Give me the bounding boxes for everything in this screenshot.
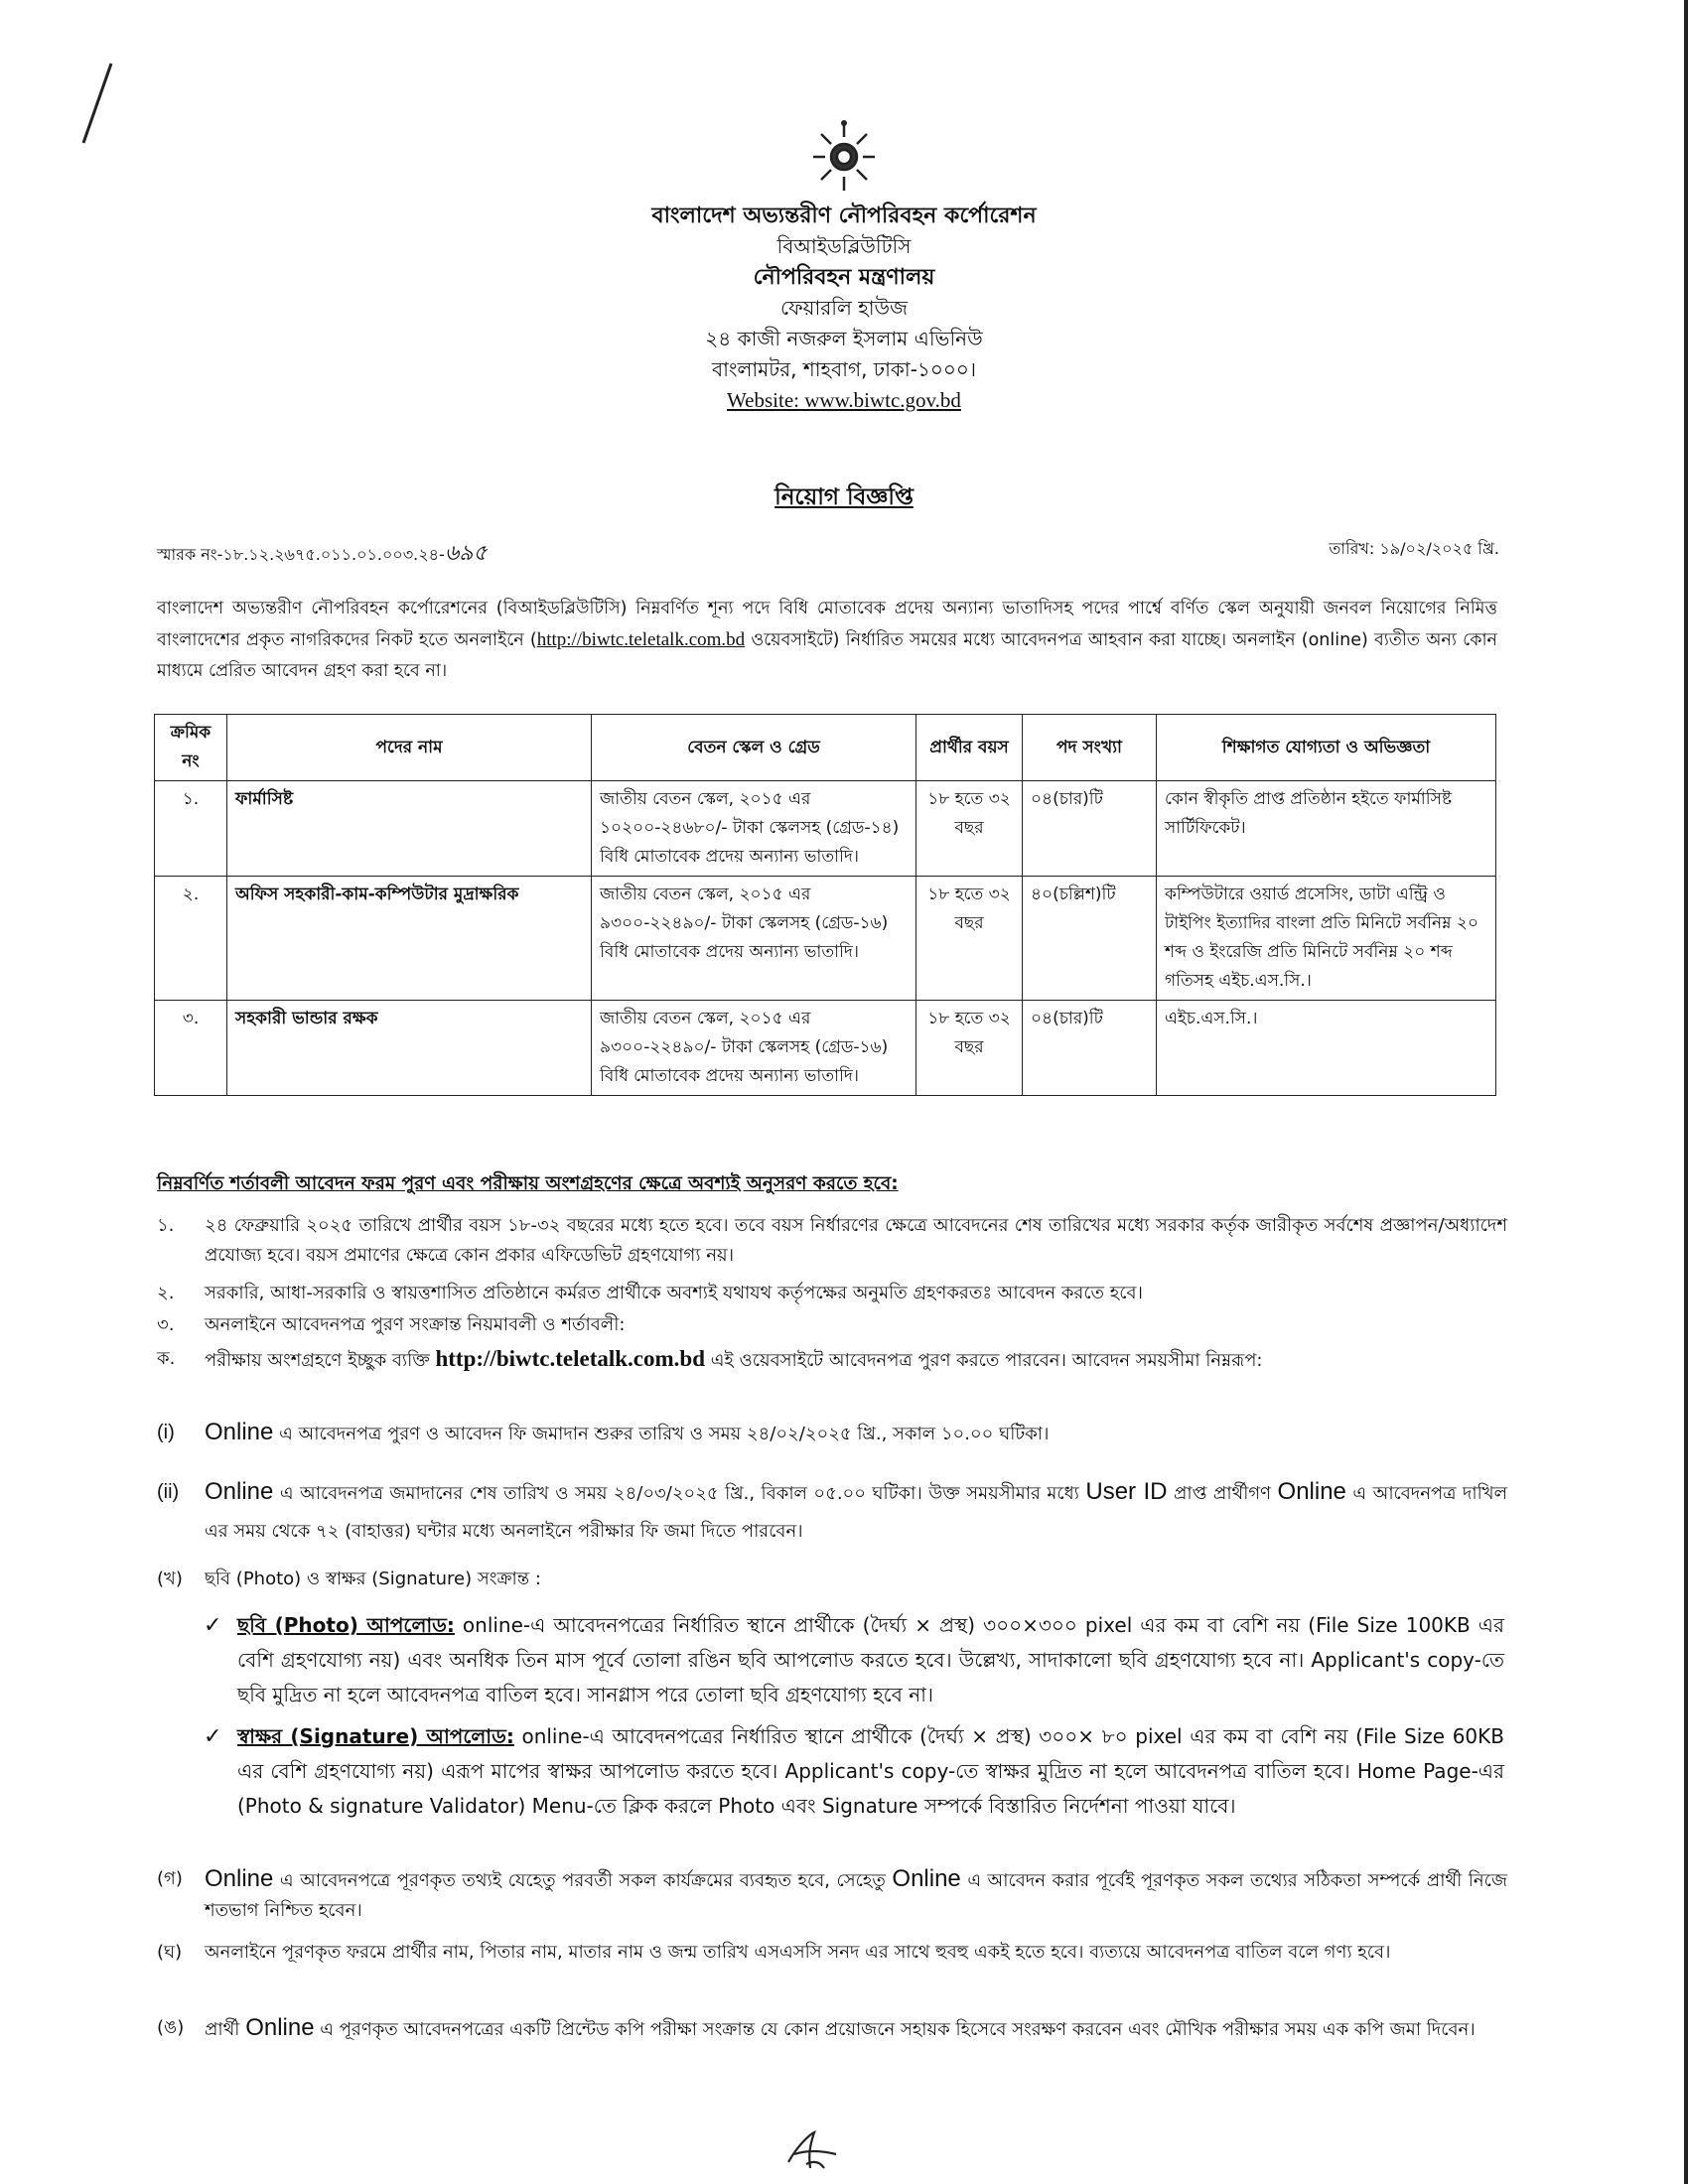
notice-date: তারিখ: ১৯/০২/২০২৫ খ্রি. (1329, 539, 1499, 558)
biwtc-logo-icon (809, 117, 879, 195)
memo-prefix: স্মারক নং-১৮.১২.২৬৭৫.০১১.০১.০০৩.২৪- (157, 545, 445, 564)
org-name: বাংলাদেশ অভ্যন্তরীণ নৌপরিবহন কর্পোরেশন (651, 204, 1037, 228)
signature-upload-lead: স্বাক্ষর (Signature) আপলোড: (237, 1724, 514, 1748)
condition-gha-marker: (ঘ) (157, 1942, 183, 1963)
condition-ga-marker: (গ) (157, 1868, 183, 1889)
cell-serial: ১. (155, 781, 227, 877)
photo-upload-body: online-এ আবেদনপত্রের নির্ধারিত স্থানে প্রার্থীকে (দৈর্ঘ্য × প্রস্থ) ৩০০×৩০০ pixel এর কম বা বেশি নয় (File Size 100KB এর বেশি গ্রহণযোগ্য নয়) এবং অনধিক তিন মাস পূর্বে তোলা রঙিন ছবি আপলোড করতে হবে। উল্লেখ্য, সাদাকালো ছবি গ্রহণযোগ্য হবে না। Applicant's copy-তে ছবি মুদ্রিত না হলে আবেদনপত্র বাতিল হবে। সানগ্লাস পরে তোলা ছবি গ্রহণযোগ্য হবে না। (237, 1613, 1504, 1706)
header-serial: ক্রমিক নং (155, 715, 227, 781)
notice-title: নিয়োগ বিজ্ঞপ্তি (774, 484, 914, 510)
online-word: Online (205, 1865, 274, 1892)
condition-ka-part-b: এই ওয়েবসাইটে আবেদনপত্র পুরণ করতে পারবেন। আবেদন সময়সীমা নিম্নরূপ: (705, 1350, 1263, 1371)
cell-age: ১৮ হতে ৩২ বছর (916, 877, 1023, 1001)
header-post-count: পদ সংখ্যা (1023, 715, 1157, 781)
condition-ii-body-1: এ আবেদনপত্র জমাদানের শেষ তারিখ ও সময় ২৪/০৩/২০২৫ খ্রি., বিকাল ০৫.০০ ঘটিকা। উক্ত সময়সীমার মধ্যে (273, 1483, 1086, 1504)
condition-uo-marker: (ঙ) (157, 2017, 185, 2038)
signature-upload-body: online-এ আবেদনপত্রের নির্ধারিত স্থানে প্রার্থীকে (দৈর্ঘ্য × প্রস্থ) ৩০০× ৮০ pixel এর কম বা বেশি নয় (File Size 60KB এর বেশি গ্রহণযোগ্য নয়) এরূপ মাপের স্বাক্ষর আপলোড করতে হবে। Applicant's copy-তে স্বাক্ষর মুদ্রিত না হলে আবেদনপত্র বাতিল হবে। Home Page-এর (Photo & signature Validator) Menu-তে ক্লিক করলে Photo এবং Signature সম্পর্কে বিস্তারিত নির্দেশনা পাওয়া যাবে। (237, 1724, 1504, 1818)
vacancy-table (154, 714, 1496, 1096)
online-word: Online (205, 1419, 274, 1445)
condition-ga-body-1: এ আবেদনপত্রে পূরণকৃত তথ্যই যেহেতু পরবর্তী সকল কার্যক্রমের ব্যবহৃত হবে, সেহেতু (273, 1870, 893, 1891)
header-qualification: শিক্ষাগত যোগ্যতা ও অভিজ্ঞতা (1157, 715, 1496, 781)
cell-post-count: ০৪(চার)টি (1023, 781, 1157, 877)
org-short-name: বিআইডব্লিউটিসি (776, 234, 912, 258)
header-post-name: পদের নাম (227, 715, 592, 781)
online-word: Online (245, 2014, 315, 2041)
condition-ii-body-2: প্রাপ্ত প্রার্থীগণ (1167, 1483, 1278, 1504)
photo-upload-lead: ছবি (Photo) আপলোড: (237, 1613, 455, 1637)
condition-uo-part-a: প্রার্থী (205, 2019, 246, 2040)
check-icon: ✓ (204, 1724, 222, 1749)
condition-ga-text (205, 1864, 1507, 1926)
intro-part-2: ওয়েবসাইটে) নির্ধারিত সময়ের মধ্যে আবেদনপত্র আহবান করা যাচ্ছে। অনলাইন (online) ব্যতীত অন্য কোন মাধ্যমে প্রেরিত আবেদন গ্রহণ করা হবে না। (157, 630, 1497, 681)
letterhead (0, 117, 1688, 416)
condition-gha-text: অনলাইনে পূরণকৃত ফরমে প্রার্থীর নাম, পিতার নাম, মাতার নাম ও জন্ম তারিখ এসএসসি সনদ এর সাথে হুবহু একই হতে হবে। ব্যত্যয়ে আবেদনপত্র বাতিল বলে গণ্য হবে। (205, 1942, 1391, 1963)
cell-age: ১৮ হতে ৩২ বছর (916, 781, 1023, 877)
user-id-word: User ID (1085, 1478, 1168, 1505)
condition-ga (157, 1864, 1507, 1926)
table-row (155, 877, 1496, 1001)
condition-ii-text (205, 1473, 1507, 1551)
cell-post-count: ০৪(চার)টি (1023, 1001, 1157, 1096)
cell-qualification: কোন স্বীকৃতি প্রাপ্ত প্রতিষ্ঠান হইতে ফার্মাসিষ্ট সার্টিফিকেট। (1157, 781, 1496, 877)
signature-upload-text (237, 1719, 1504, 1824)
online-word: Online (205, 1478, 274, 1505)
condition-ga-body-2: এ আবেদন করার পূর্বেই পূরণকৃত সকল তথ্যের সঠিকতা সম্পর্কে প্রার্থী নিজে শতভাগ নিশ্চিত হবেন। (205, 1870, 1507, 1921)
condition-ka-text (205, 1344, 1507, 1376)
cell-post-name: সহকারী ভান্ডার রক্ষক (227, 1001, 592, 1096)
cell-post-name: ফার্মাসিষ্ট (227, 781, 592, 877)
check-icon: ✓ (204, 1613, 222, 1638)
condition-i (157, 1418, 1507, 1449)
website-link[interactable]: Website: www.biwtc.gov.bd (727, 388, 961, 412)
condition-kha-marker: (খ) (157, 1569, 183, 1589)
condition-2 (157, 1279, 1507, 1308)
city-address: বাংলামটর, শাহবাগ, ঢাকা-১০০০। (711, 357, 977, 381)
condition-1-text: ২৪ ফেব্রুয়ারি ২০২৫ তারিখে প্রার্থীর বয়স ১৮-৩২ বছরের মধ্যে হতে হবে। তবে বয়স নির্ধারণের ক্ষেত্রে আবেদনের শেষ তারিখের মধ্যে সরকার কর্তৃক জারীকৃত সর্বশেষ প্রজ্ঞাপন/অধ্যাদেশ প্রযোজ্য হবে। বয়স প্রমাণের ক্ষেত্রে কোন প্রকার এফিডেভিট গ্রহণযোগ্য নয়। (205, 1215, 1507, 1266)
condition-ka (157, 1344, 1507, 1376)
condition-1-marker: ১. (157, 1215, 175, 1236)
condition-kha-text: ছবি (Photo) ও স্বাক্ষর (Signature) সংক্রান্ত : (205, 1569, 541, 1589)
online-word: Online (1277, 1478, 1346, 1505)
conditions-title: নিম্নবর্ণিত শর্তাবলী আবেদন ফরম পুরণ এবং পরীক্ষায় অংশগ্রহণের ক্ষেত্রে অবশ্যই অনুসরণ করতে হবে: (157, 1173, 899, 1194)
header-age: প্রার্থীর বয়স (916, 715, 1023, 781)
condition-ii-body-3: এ আবেদনপত্র দাখিল এর সময় থেকে ৭২ (বাহাত্তর) ঘন্টার মধ্যে অনলাইনে পরীক্ষার ফি জমা দিতে পারবেন। (205, 1483, 1507, 1542)
condition-uo-text (205, 2013, 1507, 2045)
cell-serial: ৩. (155, 1001, 227, 1096)
photo-upload-rule (204, 1608, 1504, 1712)
table-row (155, 1001, 1496, 1096)
condition-3-text: অনলাইনে আবেদনপত্র পুরণ সংক্রান্ত নিয়মাবলী ও শর্তাবলী: (205, 1314, 626, 1335)
cell-post-name: অফিস সহকারী-কাম-কম্পিউটার মুদ্রাক্ষরিক (227, 877, 592, 1001)
cell-age: ১৮ হতে ৩২ বছর (916, 1001, 1023, 1096)
condition-uo-part-b: এ পূরণকৃত আবেদনপত্রের একটি প্রিন্টেড কপি পরীক্ষা সংক্রান্ত যে কোন প্রয়োজনে সহায়ক হিসেবে সংরক্ষণ করবেন এবং মৌখিক পরীক্ষার সময় এক কপি জমা দিবেন। (314, 2019, 1476, 2040)
condition-ka-marker: ক. (157, 1348, 176, 1369)
intro-paragraph (157, 594, 1497, 687)
memo-number (157, 536, 488, 573)
cell-pay-scale: জাতীয় বেতন স্কেল, ২০১৫ এর ৯৩০০-২২৪৯০/- টাকা স্কেলসহ (গ্রেড-১৬) বিধি মোতাবেক প্রদেয় অন্যান্য ভাতাদি। (592, 1001, 916, 1096)
building-name: ফেয়ারলি হাউজ (779, 296, 909, 320)
condition-3-marker: ৩. (157, 1314, 175, 1335)
cell-qualification: এইচ.এস.সি.। (1157, 1001, 1496, 1096)
condition-kha (157, 1565, 1507, 1594)
table-row (155, 781, 1496, 877)
cell-pay-scale: জাতীয় বেতন স্কেল, ২০১৫ এর ৯৩০০-২২৪৯০/- টাকা স্কেলসহ (গ্রেড-১৬) বিধি মোতাবেক প্রদেয় অন্যান্য ভাতাদি। (592, 877, 916, 1001)
condition-gha (157, 1938, 1507, 1968)
condition-ka-part-a: পরীক্ষায় অংশগ্রহণে ইচ্ছুক ব্যক্তি (205, 1350, 436, 1371)
condition-uo (157, 2013, 1507, 2045)
signature-upload-rule (204, 1719, 1504, 1824)
condition-3 (157, 1310, 1507, 1340)
online-word: Online (892, 1865, 961, 1892)
condition-1 (157, 1211, 1507, 1271)
condition-ii (157, 1473, 1507, 1551)
condition-i-marker: (i) (157, 1422, 175, 1443)
condition-2-marker: ২. (157, 1283, 175, 1303)
signature-initial-icon (780, 2124, 840, 2174)
ministry-name: নৌপরিবহন মন্ত্রণালয় (753, 265, 935, 290)
cell-post-count: ৪০(চল্লিশ)টি (1023, 877, 1157, 1001)
teletalk-url[interactable]: http://biwtc.teletalk.com.bd (435, 1346, 705, 1371)
cell-qualification: কম্পিউটারে ওয়ার্ড প্রসেসিং, ডাটা এন্ট্রি ও টাইপিং ইত্যাদির বাংলা প্রতি মিনিটে সর্বনিম্ন ২০ শব্দ ও ইংরেজি প্রতি মিনিটে সর্বনিম্ন ২০ শব্দ গতিসহ এইচ.এস.সি.। (1157, 877, 1496, 1001)
table-header-row (155, 715, 1496, 781)
intro-part-1: বাংলাদেশ অভ্যন্তরীণ নৌপরিবহন কর্পোরেশনের (বিআইডব্লিউটিসি) নিম্নবর্ণিত শূন্য পদে বিধি মোতাবেক প্রদেয় অন্যান্য ভাতাদিসহ পদের পার্শ্বে বর্ণিত স্কেল অনুযায়ী জনবল নিয়োগের নিমিত্ত বাংলাদেশের প্রকৃত নাগরিকদের নিকট হতে অনলাইনে ( (157, 599, 1497, 650)
header-pay-scale: বেতন স্কেল ও গ্রেড (592, 715, 916, 781)
cell-serial: ২. (155, 877, 227, 1001)
memo-handwritten-number: ৬৯৫ (444, 541, 488, 566)
condition-2-text: সরকারি, আধা-সরকারি ও স্বায়ত্তশাসিত প্রতিষ্ঠানে কর্মরত প্রার্থীকে অবশ্যই যথাযথ কর্তৃপক্ষের অনুমতি গ্রহণকরতঃ আবেদন করতে হবে। (205, 1283, 1143, 1303)
street-address: ২৪ কাজী নজরুল ইসলাম এভিনিউ (705, 327, 983, 350)
condition-i-text (205, 1418, 1507, 1449)
photo-upload-text (237, 1608, 1504, 1712)
teletalk-link[interactable]: http://biwtc.teletalk.com.bd (536, 629, 746, 650)
cell-pay-scale: জাতীয় বেতন স্কেল, ২০১৫ এর ১০২০০-২৪৬৮০/- টাকা স্কেলসহ (গ্রেড-১৪) বিধি মোতাবেক প্রদেয় অন্যান্য ভাতাদি। (592, 781, 916, 877)
condition-i-body: এ আবেদনপত্র পুরণ ও আবেদন ফি জমাদান শুরুর তারিখ ও সময় ২৪/০২/২০২৫ খ্রি., সকাল ১০.০০ ঘটিকা। (273, 1424, 1050, 1444)
condition-ii-marker: (ii) (157, 1481, 180, 1503)
